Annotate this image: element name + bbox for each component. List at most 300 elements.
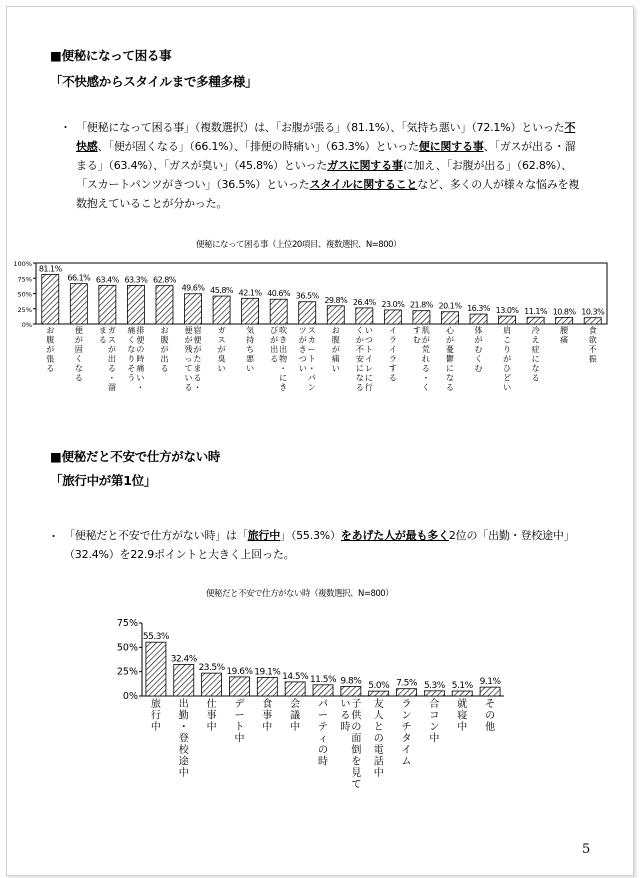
category-char: そ xyxy=(485,699,496,710)
category-char: ー xyxy=(234,710,245,722)
data-label: 32.4% xyxy=(170,654,197,665)
category-char: 中 xyxy=(290,722,301,733)
category-char: 中 xyxy=(373,768,384,779)
category-char: ・ xyxy=(193,383,202,392)
bar xyxy=(441,312,458,324)
data-label: 9.8% xyxy=(340,676,362,687)
paragraph-text: 、「便が固くなる」（66.1%）、「排便の時痛い」（63.3%）といった xyxy=(97,140,419,153)
category-char: 振 xyxy=(588,354,597,364)
category-char: 不 xyxy=(355,345,364,354)
bar xyxy=(413,311,430,324)
category-char: つ xyxy=(298,354,307,364)
category-char: 時 xyxy=(318,756,328,768)
category-char: 腹 xyxy=(331,335,340,345)
category-label xyxy=(332,326,340,373)
y-tick-label: 25% xyxy=(17,305,32,314)
category-char: 便 xyxy=(136,335,145,345)
bar xyxy=(185,294,202,324)
data-label: 45.8% xyxy=(210,286,234,296)
data-label: 63.4% xyxy=(95,275,119,285)
category-char: く xyxy=(74,354,83,364)
category-char: 鬱 xyxy=(445,354,454,364)
data-label: 42.1% xyxy=(238,288,262,298)
data-label: 49.6% xyxy=(181,283,205,293)
category-char: ラ xyxy=(401,699,412,710)
category-label xyxy=(151,698,161,733)
category-char: 欲 xyxy=(588,335,597,345)
category-char: う xyxy=(127,373,136,383)
category-char: る xyxy=(421,364,430,373)
category-char: る xyxy=(107,364,116,373)
category-char: に xyxy=(531,354,540,364)
emphasis-text: 不 xyxy=(564,121,576,134)
bar xyxy=(356,308,373,324)
y-tick-label: 75% xyxy=(17,275,32,284)
category-char: ・ xyxy=(136,383,145,392)
category-label xyxy=(299,326,316,392)
category-char: る xyxy=(388,373,397,383)
category-char: 出 xyxy=(270,345,279,354)
category-char: 冷 xyxy=(531,326,540,335)
category-char: が xyxy=(270,335,279,345)
category-char: ・ xyxy=(107,373,116,383)
section1-title: ■便秘になって困る事 xyxy=(50,48,172,63)
page-number: 5 xyxy=(582,842,591,857)
category-char: な xyxy=(127,345,136,354)
data-label: 66.1% xyxy=(67,273,91,283)
category-char: て xyxy=(351,779,362,791)
chart1-title: 便秘になって困る事（上位20項目、複数選択、N=800） xyxy=(196,240,402,250)
category-char: 会 xyxy=(290,699,301,710)
category-char: 臭 xyxy=(217,354,226,364)
y-tick-label: 25% xyxy=(116,666,138,678)
category-label xyxy=(75,325,83,383)
category-char: 排 xyxy=(136,326,145,335)
category-label xyxy=(446,326,455,392)
category-char: デ xyxy=(234,699,245,710)
data-label: 10.3% xyxy=(581,307,605,317)
category-label xyxy=(589,325,597,364)
category-char: が xyxy=(74,335,83,345)
category-char: 痛 xyxy=(127,326,136,335)
category-label xyxy=(475,325,483,373)
category-char: ツ xyxy=(298,326,307,335)
category-char: る xyxy=(46,364,55,373)
category-char: が xyxy=(298,335,307,345)
category-char: に xyxy=(279,373,288,383)
category-label xyxy=(290,697,300,733)
category-char: 電 xyxy=(373,745,384,756)
bar xyxy=(527,317,544,324)
category-char: ガ xyxy=(107,326,116,335)
category-char: 腹 xyxy=(46,335,55,345)
category-char: 見 xyxy=(351,768,362,779)
category-char: の xyxy=(318,745,328,756)
emphasis-text: 便に関する事 xyxy=(418,140,484,153)
category-char: 中 xyxy=(234,733,245,745)
data-label: 14.5% xyxy=(282,671,309,682)
category-char: 持 xyxy=(246,335,255,345)
category-char: タ xyxy=(401,733,412,745)
category-char: が xyxy=(421,335,430,345)
category-char: な xyxy=(355,373,364,383)
category-char: ラ xyxy=(388,354,397,364)
category-char: い xyxy=(503,383,512,392)
category-char: テ xyxy=(318,722,328,733)
category-label xyxy=(503,325,511,392)
category-char: 中 xyxy=(429,733,440,745)
data-label: 20.1% xyxy=(438,301,462,311)
plot-frame xyxy=(36,263,607,324)
y-tick-label: 75% xyxy=(116,618,138,629)
data-label: 5.0% xyxy=(368,681,390,692)
category-char: ィ xyxy=(318,733,328,745)
category-char: が xyxy=(160,345,169,354)
category-char: ラ xyxy=(388,335,397,345)
bar xyxy=(480,687,500,696)
category-char: い xyxy=(298,364,307,373)
category-label xyxy=(402,698,412,768)
category-label xyxy=(389,326,397,383)
category-label xyxy=(46,326,54,373)
category-char: き xyxy=(279,335,288,345)
category-char: ガ xyxy=(217,326,226,335)
category-char: 寝 xyxy=(457,710,468,722)
category-char: イ xyxy=(401,745,412,756)
category-char: が xyxy=(331,345,340,354)
category-char: 校 xyxy=(178,745,189,756)
category-char: 肌 xyxy=(421,326,430,335)
category-char: れ xyxy=(421,354,430,364)
paragraph-text: に加え、「お腹が出る」（62.8%）、「スカートパンツがきつい」（36.5%）といった xyxy=(76,159,573,191)
data-label: 5.1% xyxy=(451,681,473,692)
category-char: 中 xyxy=(178,768,189,779)
category-char: ・ xyxy=(279,364,288,373)
data-label: 29.8% xyxy=(324,295,348,305)
category-char: お xyxy=(331,326,340,335)
y-tick-label: 50% xyxy=(17,290,32,299)
category-label xyxy=(413,326,430,392)
category-char: ト xyxy=(307,354,316,364)
category-char: り xyxy=(503,345,512,354)
category-char: る xyxy=(355,383,364,392)
category-char: 中 xyxy=(262,722,273,733)
category-char: ・ xyxy=(178,722,189,733)
category-char: 人 xyxy=(373,710,384,722)
category-char: イ xyxy=(388,345,397,354)
category-char: の xyxy=(485,710,496,722)
category-char: び xyxy=(270,326,279,335)
category-char: い xyxy=(217,364,226,373)
category-char: 事 xyxy=(206,710,217,722)
category-char: っ xyxy=(184,354,193,364)
category-char: 就 xyxy=(457,699,468,710)
data-label: 63.3% xyxy=(124,275,148,285)
category-char: が xyxy=(503,354,512,364)
category-char: る xyxy=(98,335,107,345)
bar xyxy=(202,673,222,696)
category-char: 痛 xyxy=(331,354,340,364)
bar xyxy=(242,298,259,324)
paragraph-text: 」（55.3%） xyxy=(280,529,341,542)
category-char: え xyxy=(531,335,540,345)
category-char: そ xyxy=(127,364,136,373)
category-label xyxy=(318,699,328,768)
category-char: が xyxy=(193,345,202,354)
bar xyxy=(70,284,87,324)
data-label: 16.3% xyxy=(467,304,490,314)
category-char: 行 xyxy=(364,383,373,392)
category-char: こ xyxy=(503,335,512,345)
bar xyxy=(156,286,173,324)
category-char: の xyxy=(136,345,145,354)
y-tick-label: 50% xyxy=(116,642,138,654)
category-char: き xyxy=(279,383,288,392)
category-label xyxy=(457,697,467,733)
category-char: く xyxy=(127,335,136,345)
category-char: ト xyxy=(234,722,245,733)
category-label xyxy=(262,697,272,733)
bar xyxy=(99,285,116,324)
category-char: い xyxy=(246,364,255,373)
category-char: に xyxy=(445,364,454,373)
data-label: 36.5% xyxy=(295,291,319,301)
category-label xyxy=(374,697,384,779)
category-char: く xyxy=(355,326,364,335)
data-label: 19.6% xyxy=(226,666,253,677)
category-char: る xyxy=(160,364,169,373)
category-char: ス xyxy=(307,326,316,335)
category-char: 安 xyxy=(355,354,364,364)
category-char: 事 xyxy=(262,710,273,722)
bar xyxy=(127,285,144,324)
category-char: る xyxy=(531,373,540,383)
category-char: イ xyxy=(388,326,397,335)
category-char: 話 xyxy=(373,756,384,768)
category-char: ち xyxy=(246,345,255,354)
category-char: な xyxy=(74,364,83,373)
bar xyxy=(174,664,194,696)
category-char: ス xyxy=(107,335,116,345)
category-char: む xyxy=(412,335,421,345)
category-label xyxy=(270,325,287,392)
chart2-title: 便秘だと不安で仕方がない時（複数選択、N=800） xyxy=(206,589,394,599)
bar xyxy=(470,314,487,324)
category-char: ま xyxy=(98,326,107,335)
category-char: 子 xyxy=(351,699,362,710)
category-char: 時 xyxy=(136,354,145,364)
bar xyxy=(369,691,389,696)
category-char: 供 xyxy=(351,710,362,722)
category-char: か xyxy=(355,335,364,345)
category-char: く xyxy=(421,383,430,392)
data-label: 23.0% xyxy=(381,299,405,309)
category-label xyxy=(485,698,495,733)
category-char: 吹 xyxy=(279,326,288,335)
category-label xyxy=(218,326,226,373)
bar xyxy=(452,691,472,696)
category-char: く xyxy=(474,354,483,364)
category-char: が xyxy=(474,335,483,345)
category-char: お xyxy=(46,326,55,335)
category-char: 宿 xyxy=(193,326,202,335)
bar xyxy=(42,275,59,324)
category-char: る xyxy=(184,383,193,392)
category-label xyxy=(246,325,255,373)
category-char: 腹 xyxy=(160,335,169,345)
bar xyxy=(584,318,601,324)
category-char: お xyxy=(160,326,169,335)
category-char: 腰 xyxy=(560,326,569,335)
data-label: 23.5% xyxy=(198,663,225,674)
category-char: 痛 xyxy=(560,335,569,345)
category-char: 便 xyxy=(184,326,193,335)
category-char: た xyxy=(193,354,202,364)
section1-bullet: ・ xyxy=(60,121,71,134)
category-char: 他 xyxy=(485,722,496,733)
bar xyxy=(270,299,287,324)
category-char: い xyxy=(331,364,340,373)
bar xyxy=(397,689,417,696)
category-char: に xyxy=(364,373,373,383)
category-char: 肩 xyxy=(503,326,512,335)
category-char: 食 xyxy=(588,326,597,335)
category-char: ー xyxy=(318,710,328,722)
paragraph-text: 「便秘だと不安で仕方がない時」は「 xyxy=(64,529,248,542)
category-char: ン xyxy=(401,710,412,722)
paragraph-text: 「便秘になって困る事」（複数選択）は、「お腹が張る」（81.1%）、「気持ち悪い」（72.1%）といった xyxy=(76,121,565,134)
category-char: い xyxy=(184,373,193,383)
category-char: 気 xyxy=(246,326,255,335)
y-tick-label: 0% xyxy=(21,321,32,329)
category-label xyxy=(127,325,144,392)
category-char: い xyxy=(364,326,373,335)
category-char: 心 xyxy=(445,326,454,335)
category-char: 症 xyxy=(531,345,540,354)
data-label: 11.5% xyxy=(309,674,337,685)
paragraph-text: 、「ガスが出る・溜まる」（63.4%）、「ガスが臭い」（45.8%）といった xyxy=(76,140,576,172)
category-label xyxy=(207,697,217,733)
bar xyxy=(327,306,344,324)
data-label: 19.1% xyxy=(254,667,281,678)
category-char: 不 xyxy=(588,345,597,354)
category-char: 張 xyxy=(46,354,55,364)
category-char: チ xyxy=(401,722,412,733)
data-label: 26.4% xyxy=(352,297,376,307)
category-char: ー xyxy=(307,345,316,354)
category-char: 痛 xyxy=(136,364,145,373)
category-char: ト xyxy=(364,345,373,354)
y-tick-label: 0% xyxy=(122,691,138,702)
bar xyxy=(424,691,444,696)
data-label: 9.1% xyxy=(479,677,501,688)
data-label: 55.3% xyxy=(142,632,169,643)
category-char: す xyxy=(412,326,421,335)
category-char: パ xyxy=(307,373,316,383)
category-label xyxy=(185,325,202,392)
category-char: 時 xyxy=(340,722,351,733)
category-char: む xyxy=(474,364,483,373)
section2-subtitle: 「旅行中が第1位」 xyxy=(50,473,156,488)
category-char: い xyxy=(340,699,351,710)
category-char: ン xyxy=(307,383,316,392)
category-char: 便 xyxy=(193,335,202,345)
category-char: 中 xyxy=(150,722,161,733)
category-char: が xyxy=(445,335,454,345)
category-char: パ xyxy=(318,699,328,710)
bar xyxy=(556,317,573,324)
category-char: な xyxy=(531,364,540,373)
bar xyxy=(229,677,249,696)
bar xyxy=(146,642,166,696)
category-label xyxy=(179,697,190,779)
category-char: が xyxy=(107,345,116,354)
category-char: 出 xyxy=(107,354,116,364)
category-char: 中 xyxy=(457,722,468,733)
data-label: 7.5% xyxy=(396,678,417,689)
emphasis-text: 快感 xyxy=(76,140,98,153)
category-char: 議 xyxy=(290,710,301,722)
section2-title: ■便秘だと不安で仕方がない時 xyxy=(50,449,221,464)
category-label xyxy=(356,326,373,392)
data-label: 21.8% xyxy=(409,300,433,310)
category-char: ど xyxy=(503,373,512,383)
category-char: ひ xyxy=(503,364,512,373)
category-char: い xyxy=(136,373,145,383)
chart1 xyxy=(0,252,640,412)
category-char: ・ xyxy=(307,364,316,373)
bar xyxy=(313,685,333,696)
paragraph-text: など、多くの人が様々な悩みを複数抱えていることが分かった。 xyxy=(76,178,580,210)
category-char: 仕 xyxy=(206,699,217,710)
category-char: ン xyxy=(429,722,440,733)
category-char: な xyxy=(445,373,454,383)
category-char: る xyxy=(193,373,202,383)
category-label xyxy=(532,325,540,383)
data-label: 10.8% xyxy=(552,307,576,317)
category-label xyxy=(160,326,168,373)
category-char: つ xyxy=(364,335,373,345)
data-label: 13.0% xyxy=(495,306,519,316)
category-char: 中 xyxy=(206,722,217,733)
category-char: 友 xyxy=(373,699,384,710)
category-char: 登 xyxy=(178,733,189,745)
bar xyxy=(299,302,316,324)
category-label xyxy=(234,698,244,745)
category-char: 出 xyxy=(178,699,189,710)
category-char: 面 xyxy=(351,733,362,745)
category-char: る xyxy=(445,383,454,392)
category-char: む xyxy=(474,345,483,354)
bar xyxy=(384,310,401,324)
category-char: カ xyxy=(307,335,316,345)
category-char: コ xyxy=(429,710,440,722)
category-char: ・ xyxy=(421,373,430,383)
category-char: レ xyxy=(364,364,373,373)
category-char: 途 xyxy=(178,756,189,768)
section2-paragraph xyxy=(64,526,574,564)
category-char: 体 xyxy=(474,326,483,335)
category-char: を xyxy=(351,756,362,768)
data-label: 5.3% xyxy=(423,680,445,691)
category-char: て xyxy=(184,364,193,373)
category-char: が xyxy=(184,335,193,345)
category-char: る xyxy=(340,710,351,722)
category-char: と xyxy=(373,722,384,733)
category-char: ま xyxy=(193,364,202,373)
section1-paragraph xyxy=(76,118,584,213)
category-label xyxy=(99,326,116,392)
